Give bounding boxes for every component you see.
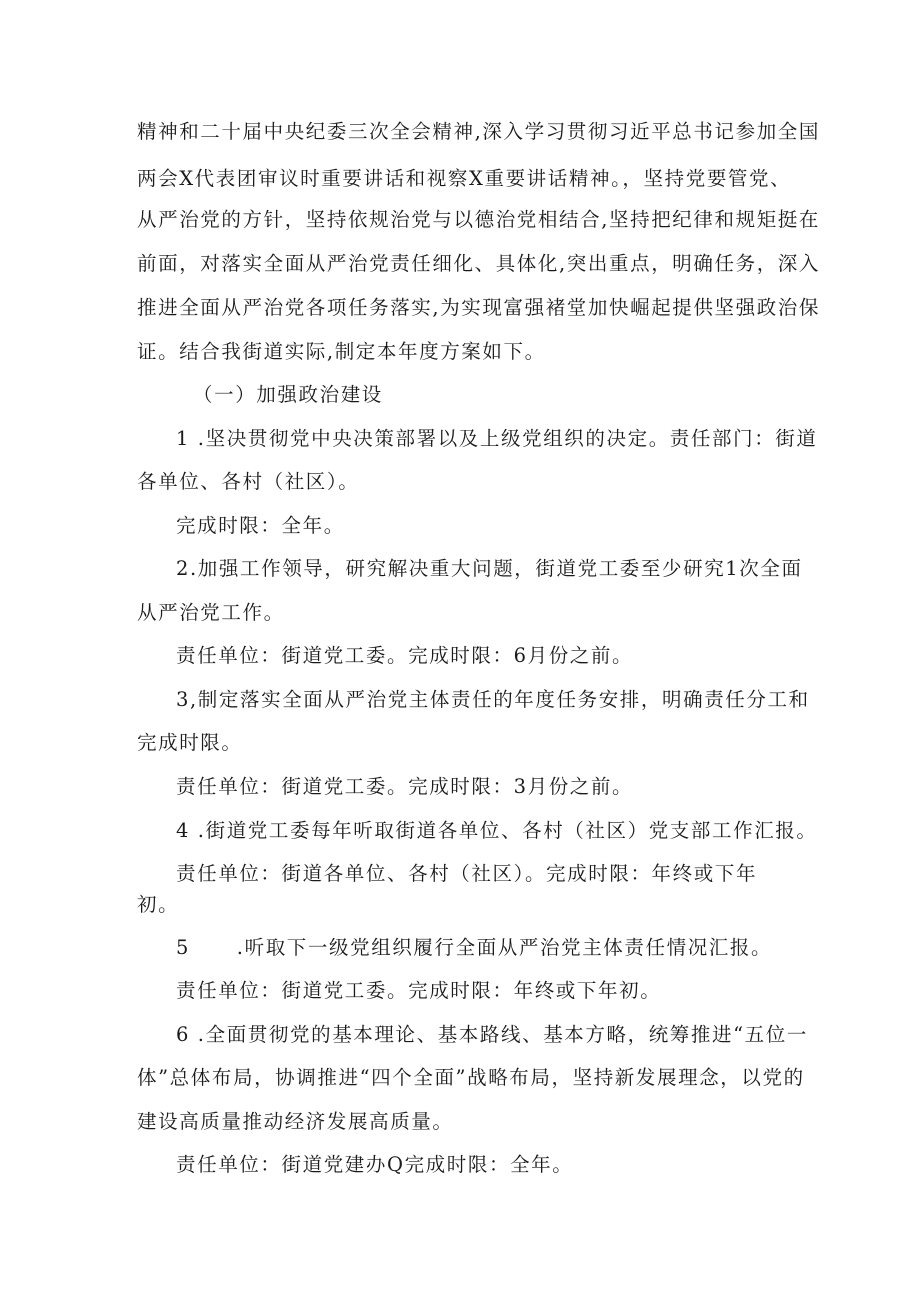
intro-line-3: 从严治党的方针，坚持依规治党与以德治党相结合,坚持把纪律和规矩挺在 bbox=[137, 208, 820, 231]
intro-line-6: 证。结合我街道实际,制定本年度方案如下。 bbox=[137, 340, 546, 363]
intro-line-2: 两会X代表团审议时重要讲话和视察X重要讲话精神。，坚持党要管党、 bbox=[137, 167, 792, 190]
item-4-line-1: 4 .街道党工委每年听取街道各单位、各村（社区）党支部工作汇报。 bbox=[176, 819, 818, 842]
item-3-line-1: 3,制定落实全面从严治党主体责任的年度任务安排，明确责任分工和 bbox=[176, 688, 810, 711]
item-6-line-1: 6 .全面贯彻党的基本理论、基本路线、基本方略，统筹推进“五位一 bbox=[176, 1023, 808, 1046]
section-heading: （一）加强政治建设 bbox=[193, 383, 383, 406]
item-1-line-2: 各单位、各村（社区）。 bbox=[137, 470, 360, 493]
item-4-detail-2: 初。 bbox=[137, 893, 180, 916]
item-6-line-2: 体”总体布局，协调推进“四个全面”战略布局，坚持新发展理念，以党的 bbox=[137, 1066, 805, 1089]
item-1-line-1: 1 .坚决贯彻党中央决策部署以及上级党组织的决定。责任部门：街道 bbox=[176, 427, 818, 450]
item-5-detail-1: 责任单位：街道党工委。完成时限：年终或下年初。 bbox=[176, 979, 662, 1002]
intro-line-4: 前面，对落实全面从严治党责任细化、具体化,突出重点，明确任务，深入 bbox=[137, 252, 820, 275]
intro-line-1: 精神和二十届中央纪委三次全会精神,深入学习贯彻习近平总书记参加全国 bbox=[137, 120, 820, 143]
item-2-line-1: 2.加强工作领导，研究解决重大问题，街道党工委至少研究1次全面 bbox=[176, 557, 803, 580]
item-6-line-3: 建设高质量推动经济发展高质量。 bbox=[137, 1110, 454, 1133]
item-3-line-2: 完成时限。 bbox=[137, 731, 243, 754]
item-3-detail-1: 责任单位：街道党工委。完成时限：3月份之前。 bbox=[176, 775, 634, 798]
item-2-detail-1: 责任单位：街道党工委。完成时限：6月份之前。 bbox=[176, 644, 634, 667]
item-2-line-2: 从严治党工作。 bbox=[137, 601, 285, 624]
item-4-detail-1: 责任单位：街道各单位、各村（社区）。完成时限：年终或下年 bbox=[176, 862, 758, 885]
intro-line-5: 推进全面从严治党各项任务落实,为实现富强褚堂加快崛起提供坚强政治保 bbox=[137, 296, 820, 319]
item-5-line-1: 5 .听取下一级党组织履行全面从严治党主体责任情况汇报。 bbox=[176, 936, 773, 959]
item-6-detail-1: 责任单位：街道党建办Q完成时限：全年。 bbox=[176, 1153, 574, 1176]
item-1-detail-1: 完成时限：全年。 bbox=[176, 514, 345, 537]
